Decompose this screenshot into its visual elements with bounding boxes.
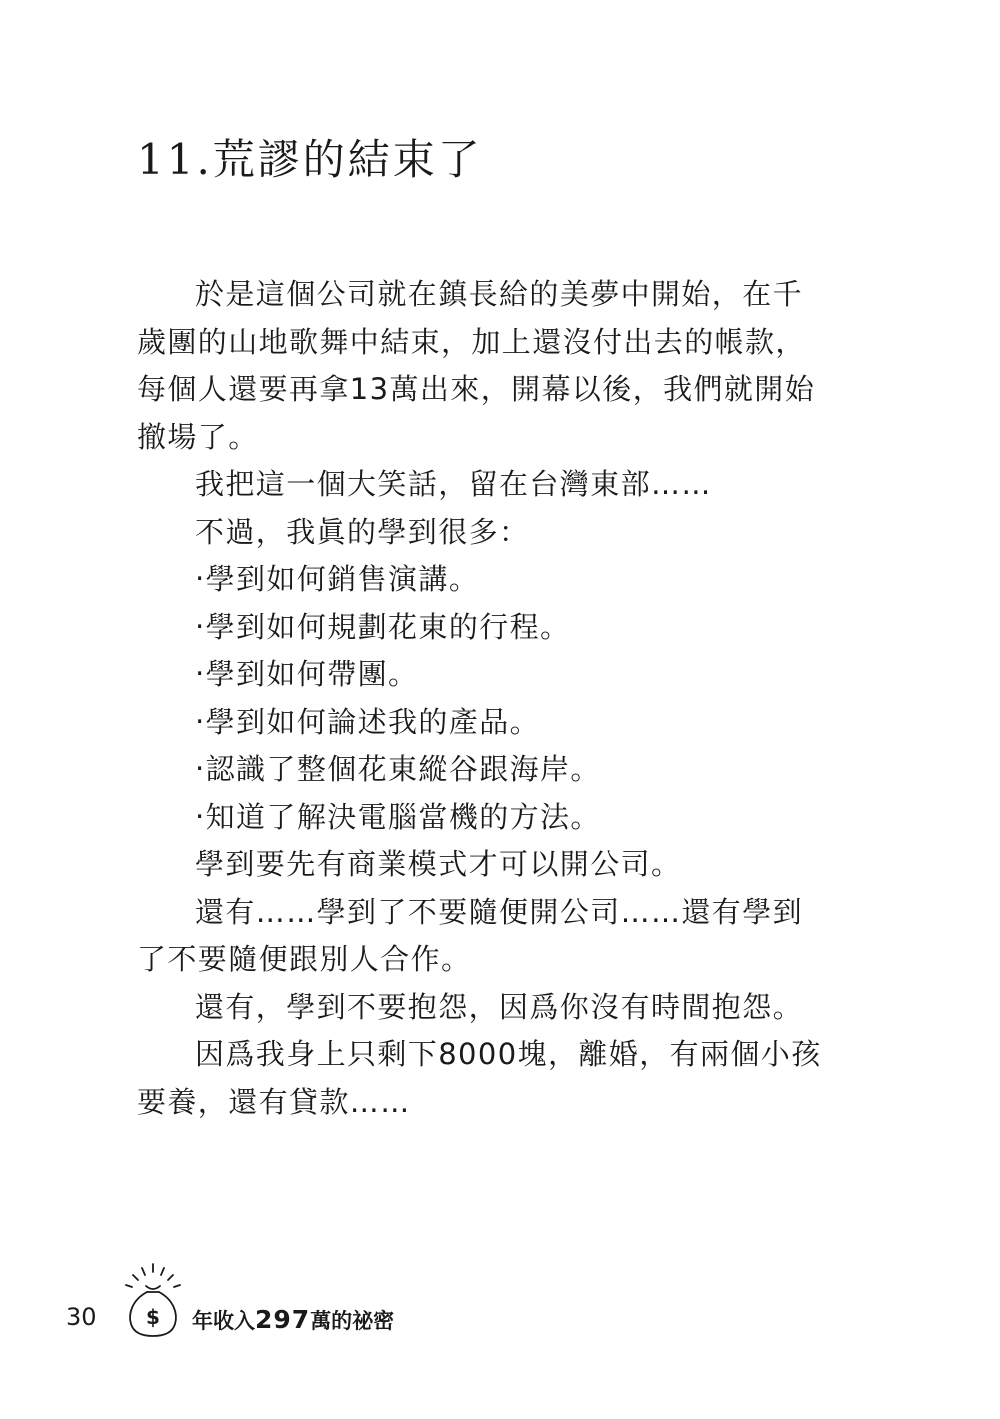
book-title-suffix: 萬的祕密 [310,1309,395,1333]
bullet-item: ‧學到如何銷售演講。 [195,562,480,596]
paragraph: 不過，我眞的學到很多： [195,514,530,549]
bullet-item: ‧學到如何規劃花東的行程。 [195,609,571,644]
chapter-title: 11.荒謬的結束了 [137,135,483,184]
book-title-prefix: 年收入 [192,1309,255,1333]
page-footer [0,1262,1000,1362]
body-text [137,271,827,1126]
paragraph: 因爲我身上只剩下8000塊，離婚，有兩個小孩要養，還有貸款…… [137,1037,822,1119]
paragraph: 我把這一個大笑話，留在台灣東部…… [195,467,712,501]
bullet-item: ‧學到如何帶團。 [195,657,419,691]
paragraph: 於是這個公司就在鎮長給的美夢中開始，在千歲團的山地歌舞中結束，加上還沒付出去的帳款，每個人還要再拿13萬出來，開幕以後，我們就開始撤場了。 [137,277,816,454]
book-title [192,1306,394,1335]
bullet-item: ‧知道了解決電腦當機的方法。 [195,799,601,834]
bullet-item: ‧認識了整個花東縱谷跟海岸。 [195,752,601,786]
money-bag-icon [122,1262,184,1340]
paragraph: 還有……學到了不要隨便開公司……還有學到了不要隨便跟別人合作。 [137,894,804,976]
bullet-item: ‧學到如何論述我的產品。 [195,704,541,739]
paragraph: 學到要先有商業模式才可以開公司。 [195,847,682,881]
page-number: 30 [66,1303,97,1331]
dollar-sign: $ [146,1305,160,1329]
book-title-number: 297 [255,1305,311,1334]
paragraph: 還有，學到不要抱怨，因爲你沒有時間抱怨。 [195,989,804,1024]
